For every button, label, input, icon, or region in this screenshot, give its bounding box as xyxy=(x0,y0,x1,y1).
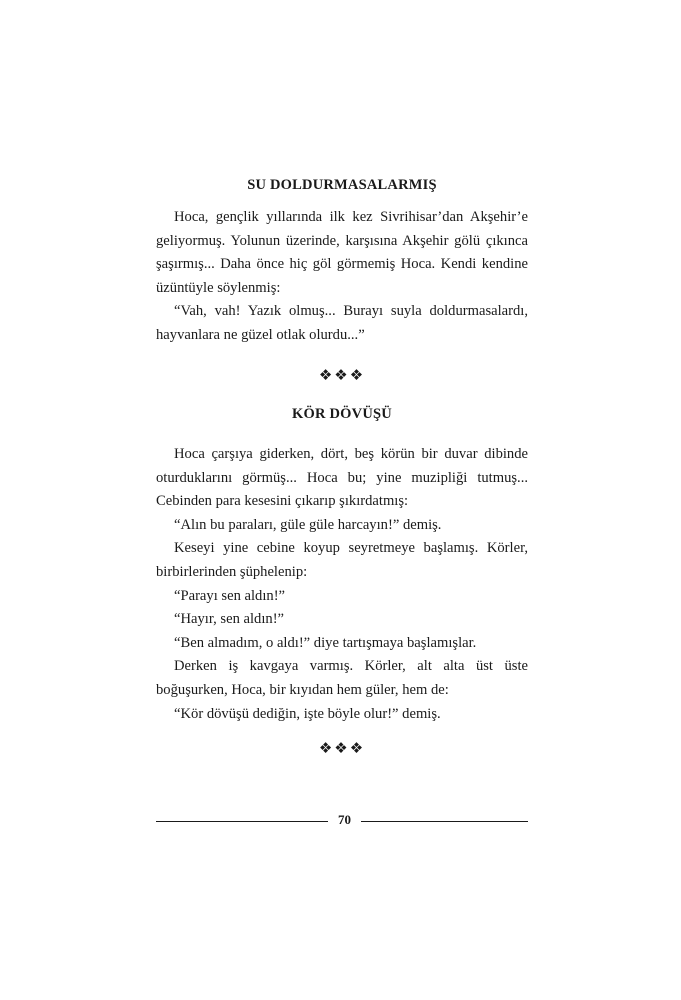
ornament-divider: ❖❖❖ xyxy=(318,739,366,757)
page-footer xyxy=(156,810,528,834)
page-number: 70 xyxy=(338,812,351,827)
paragraph: “Vah, vah! Yazık olmuş... Burayı suyla doldurmasalardı, hayvanlara ne güzel otlak olurdu...” xyxy=(156,303,528,343)
paragraph: “Parayı sen aldın!” xyxy=(174,587,286,604)
section-title: KÖR DÖVÜŞÜ xyxy=(292,406,392,422)
paragraph: Derken iş kavgaya varmış. Körler, alt alta üst üste boğuşurken, Hoca, bir kıyıdan hem güler, hem de: xyxy=(156,658,528,698)
footer-rule-left xyxy=(156,821,328,822)
paragraph: “Kör dövüşü dediğin, işte böyle olur!” demiş. xyxy=(174,705,441,722)
ornament-divider: ❖❖❖ xyxy=(318,366,366,384)
section-body xyxy=(156,443,528,726)
paragraph: Keseyi yine cebine koyup seyretmeye başlamış. Körler, birbirlerinden şüphelenip: xyxy=(156,540,528,580)
section-body xyxy=(156,206,528,348)
section-title: SU DOLDURMASALARMIŞ xyxy=(247,177,437,193)
paragraph: “Hayır, sen aldın!” xyxy=(174,611,285,628)
book-page xyxy=(156,0,528,1000)
paragraph: “Alın bu paraları, güle güle harcayın!” demiş. xyxy=(174,516,442,533)
paragraph: “Ben almadım, o aldı!” diye tartışmaya başlamışlar. xyxy=(174,634,477,651)
paragraph: Hoca, gençlik yıllarında ilk kez Sivrihisar’dan Akşehir’e geliyormuş. Yolunun üzerinde, karşısına Akşehir gölü çıkınca şaşırmış... Daha önce hiç göl görmemiş Hoca. Kendi kendine üzüntüyle söylenmiş: xyxy=(156,209,528,296)
paragraph: Hoca çarşıya giderken, dört, beş körün bir duvar dibinde oturduklarını görmüş... Hoca bu; yine muzipliği tutmuş... Cebinden para kesesini çıkarıp şıkırdatmış: xyxy=(156,446,528,510)
footer-rule-right xyxy=(361,821,528,822)
